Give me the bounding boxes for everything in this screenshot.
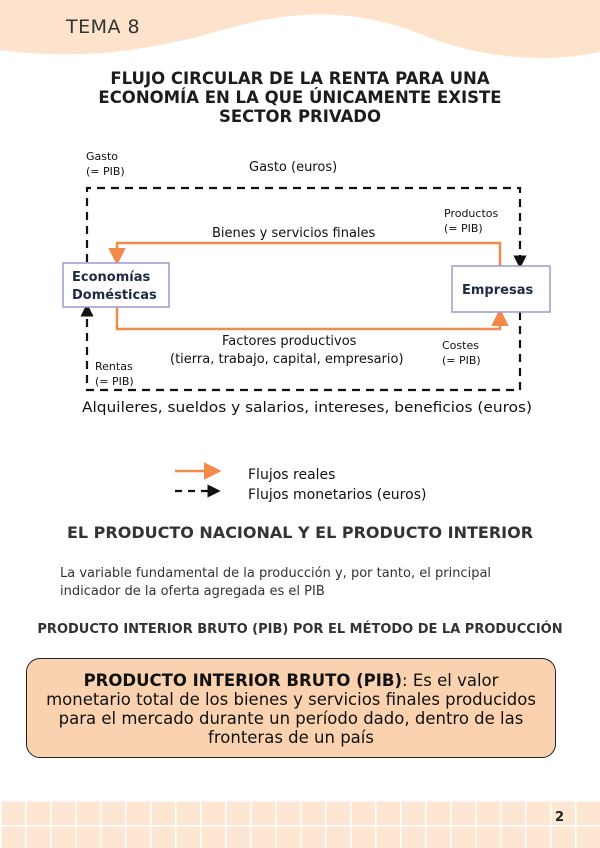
factores-detail-label: (tierra, trabajo, capital, empresario) xyxy=(170,352,404,367)
svg-text:(= PIB): (= PIB) xyxy=(444,222,483,235)
legend-money-label: Flujos monetarios (euros) xyxy=(248,487,427,503)
svg-text:(= PIB): (= PIB) xyxy=(95,375,134,388)
definition-text: : Es el valor monetario total de los bienes y servicios finales producidos para el mercado durante un período dado, dentro de las fronteras de un país xyxy=(46,671,536,747)
firms-label: Empresas xyxy=(462,283,534,298)
real-flow-goods xyxy=(117,243,500,266)
costes-label: Costes xyxy=(442,339,479,352)
gasto-top-label: Gasto (euros) xyxy=(249,160,338,175)
method-subheading: PRODUCTO INTERIOR BRUTO (PIB) POR EL MÉTODO DE LA PRODUCCIÓN xyxy=(37,622,563,637)
factores-label: Factores productivos xyxy=(222,334,357,349)
svg-text:(= PIB): (= PIB) xyxy=(86,165,125,178)
page-number: 2 xyxy=(554,810,564,825)
productos-label: Productos xyxy=(444,207,499,220)
footer-grid xyxy=(0,800,600,848)
gasto-left-label: Gasto xyxy=(86,150,119,163)
real-flow-factors xyxy=(117,306,500,329)
legend-real-label: Flujos reales xyxy=(248,467,336,483)
page-title: FLUJO CIRCULAR DE LA RENTA PARA UNA ECONOMÍA EN LA QUE ÚNICAMENTE EXISTE SECTOR PRIVADO xyxy=(98,69,502,126)
definition-box xyxy=(26,658,556,758)
intro-paragraph: La variable fundamental de la producción y, por tanto, el principal indicador de la oferta agregada es el PIB xyxy=(60,566,492,599)
svg-text:Domésticas: Domésticas xyxy=(72,288,157,303)
rentas-label: Rentas xyxy=(95,360,133,373)
section-heading: EL PRODUCTO NACIONAL Y EL PRODUCTO INTERIOR xyxy=(66,523,534,542)
households-label: Economías xyxy=(72,270,151,285)
definition-term: PRODUCTO INTERIOR BRUTO (PIB) xyxy=(83,671,403,690)
bienes-label: Bienes y servicios finales xyxy=(212,226,376,241)
svg-text:(= PIB): (= PIB) xyxy=(442,354,481,367)
income-types-label: Alquileres, sueldos y salarios, intereses, beneficios (euros) xyxy=(82,400,532,416)
chapter-label: TEMA 8 xyxy=(66,16,141,38)
